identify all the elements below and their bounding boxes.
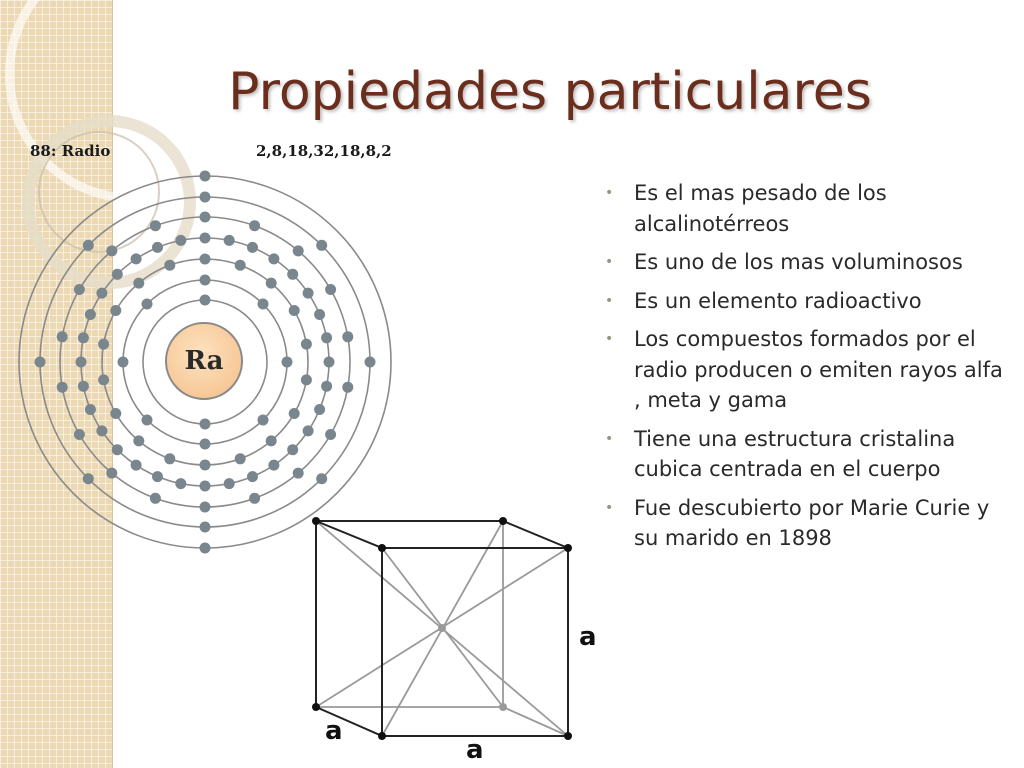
cube-back-edge [503, 707, 568, 736]
element-name-label: 88: Radio [30, 142, 111, 160]
property-text: Es uno de los mas voluminosos [634, 250, 963, 274]
property-text: Es el mas pesado de los alcalinotérreos [634, 181, 887, 236]
bullet-marker-icon: • [605, 331, 614, 347]
lattice-atom [312, 703, 320, 711]
lattice-atom [564, 544, 572, 552]
edge-label-depth: a [325, 716, 343, 746]
cube-edge [316, 521, 382, 548]
edge-label-height: a [579, 622, 597, 652]
cube-edge [503, 521, 568, 548]
lattice-atom [378, 732, 386, 740]
body-center-atom [438, 624, 446, 632]
electron-configuration-label: 2,8,18,32,18,8,2 [256, 142, 392, 160]
lattice-atom [378, 544, 386, 552]
element-symbol: Ra [184, 346, 224, 376]
bullet-marker-icon: • [605, 430, 614, 447]
bullet-marker-icon: • [605, 254, 614, 270]
property-text: Los compuestos formados por el radio producen o emiten rayos alfa , meta y gama [634, 327, 1003, 412]
property-text: Es un elemento radioactivo [634, 288, 922, 313]
lattice-atom [564, 732, 572, 740]
property-text: Fue descubierto por Marie Curie y su marido en 1898 [634, 495, 990, 550]
bullet-marker-icon: • [605, 292, 614, 309]
edge-label-width: a [466, 735, 484, 765]
bullet-marker-icon: • [605, 499, 614, 516]
slide-title: Propiedades particulares [228, 62, 872, 122]
lattice-atom-hidden [499, 703, 507, 711]
property-text: Tiene una estructura cristalina cubica centrada en el cuerpo [634, 426, 956, 481]
bullet-marker-icon: • [605, 185, 614, 201]
lattice-atom [499, 517, 507, 525]
lattice-atom [312, 517, 320, 525]
